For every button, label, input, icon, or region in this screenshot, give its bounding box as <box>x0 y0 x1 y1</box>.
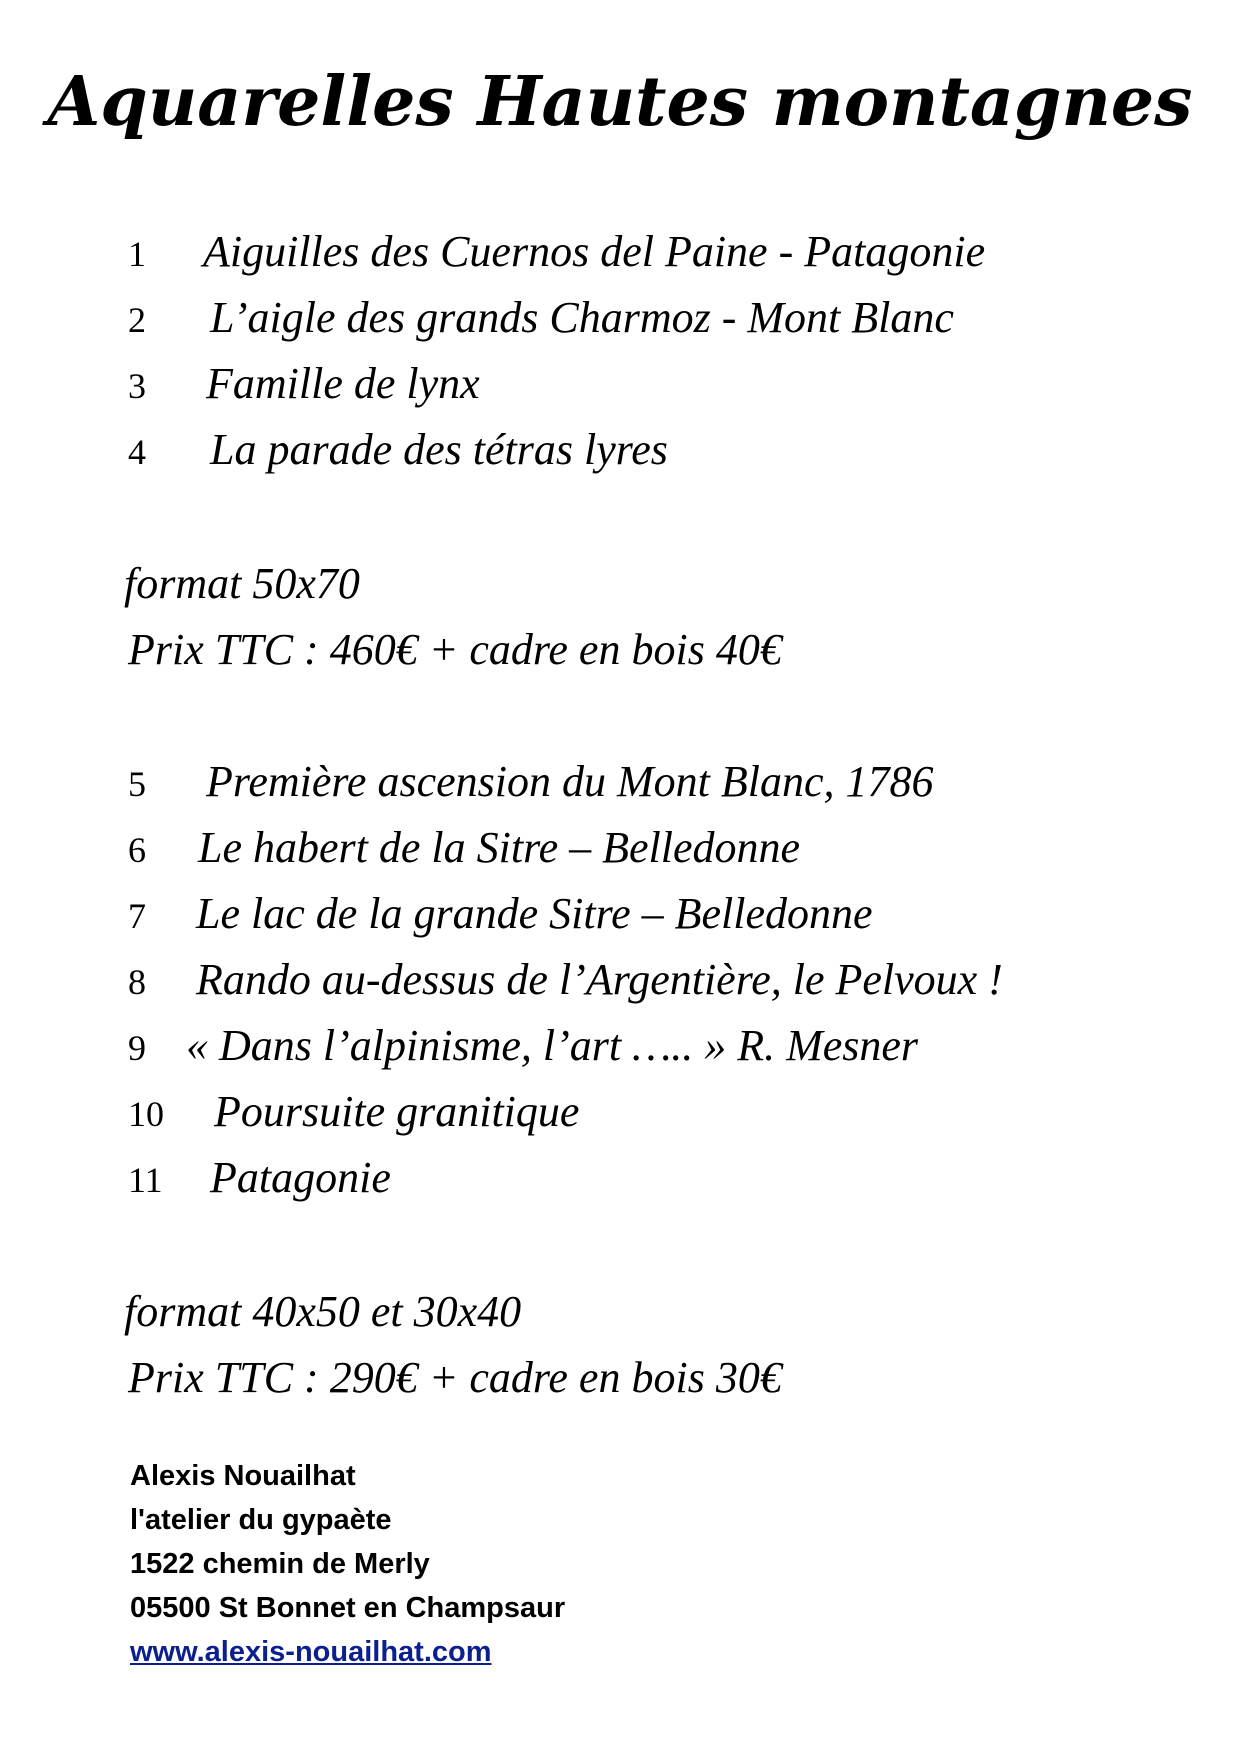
item-number: 5 <box>128 764 146 804</box>
item-number: 10 <box>128 1094 164 1134</box>
item-title: Le habert de la Sitre – Belledonne <box>198 823 801 872</box>
city-address: 05500 St Bonnet en Champsaur <box>130 1592 566 1624</box>
item-title: Le lac de la grande Sitre – Belledonne <box>196 889 873 938</box>
item-title: « Dans l’alpinisme, l’art ….. » R. Mesner <box>186 1021 919 1070</box>
item-number: 8 <box>128 962 146 1002</box>
list-item <box>128 954 1003 1005</box>
item-title: L’aigle des grands Charmoz - Mont Blanc <box>210 293 954 342</box>
format-label: format 40x50 et 30x40 <box>124 1287 522 1336</box>
format-label: format 50x70 <box>124 559 360 608</box>
item-title: Première ascension du Mont Blanc, 1786 <box>206 757 934 806</box>
item-number: 9 <box>128 1028 146 1068</box>
studio-name: l'atelier du gypaète <box>130 1504 392 1536</box>
item-title: Rando au-dessus de l’Argentière, le Pelvoux ! <box>196 955 1003 1004</box>
item-number: 7 <box>128 896 146 936</box>
list-item <box>128 1152 391 1203</box>
list-item <box>128 292 954 343</box>
item-title: Poursuite granitique <box>214 1087 580 1136</box>
list-item <box>128 424 668 475</box>
list-item <box>128 358 480 409</box>
list-item <box>128 888 873 939</box>
list-item <box>128 1086 580 1137</box>
item-number: 11 <box>128 1160 163 1200</box>
street-address: 1522 chemin de Merly <box>130 1548 430 1580</box>
list-item <box>128 226 986 277</box>
item-number: 6 <box>128 830 146 870</box>
item-number: 3 <box>128 366 146 406</box>
list-item <box>128 822 801 873</box>
list-item <box>128 756 934 807</box>
item-title: Aiguilles des Cuernos del Paine - Patagonie <box>203 227 986 276</box>
item-number: 2 <box>128 300 146 340</box>
website-link[interactable]: www.alexis-nouailhat.com <box>130 1636 492 1668</box>
list-item <box>128 1020 919 1071</box>
item-title: Famille de lynx <box>206 359 480 408</box>
page-title: Aquarelles Hautes montagnes <box>47 62 1193 142</box>
item-number: 4 <box>128 432 146 472</box>
artist-name: Alexis Nouailhat <box>130 1460 356 1492</box>
item-number: 1 <box>128 234 146 274</box>
item-title: La parade des tétras lyres <box>210 425 668 474</box>
item-title: Patagonie <box>210 1153 391 1202</box>
price-label: Prix TTC : 460€ + cadre en bois 40€ <box>128 625 782 674</box>
price-label: Prix TTC : 290€ + cadre en bois 30€ <box>128 1353 782 1402</box>
